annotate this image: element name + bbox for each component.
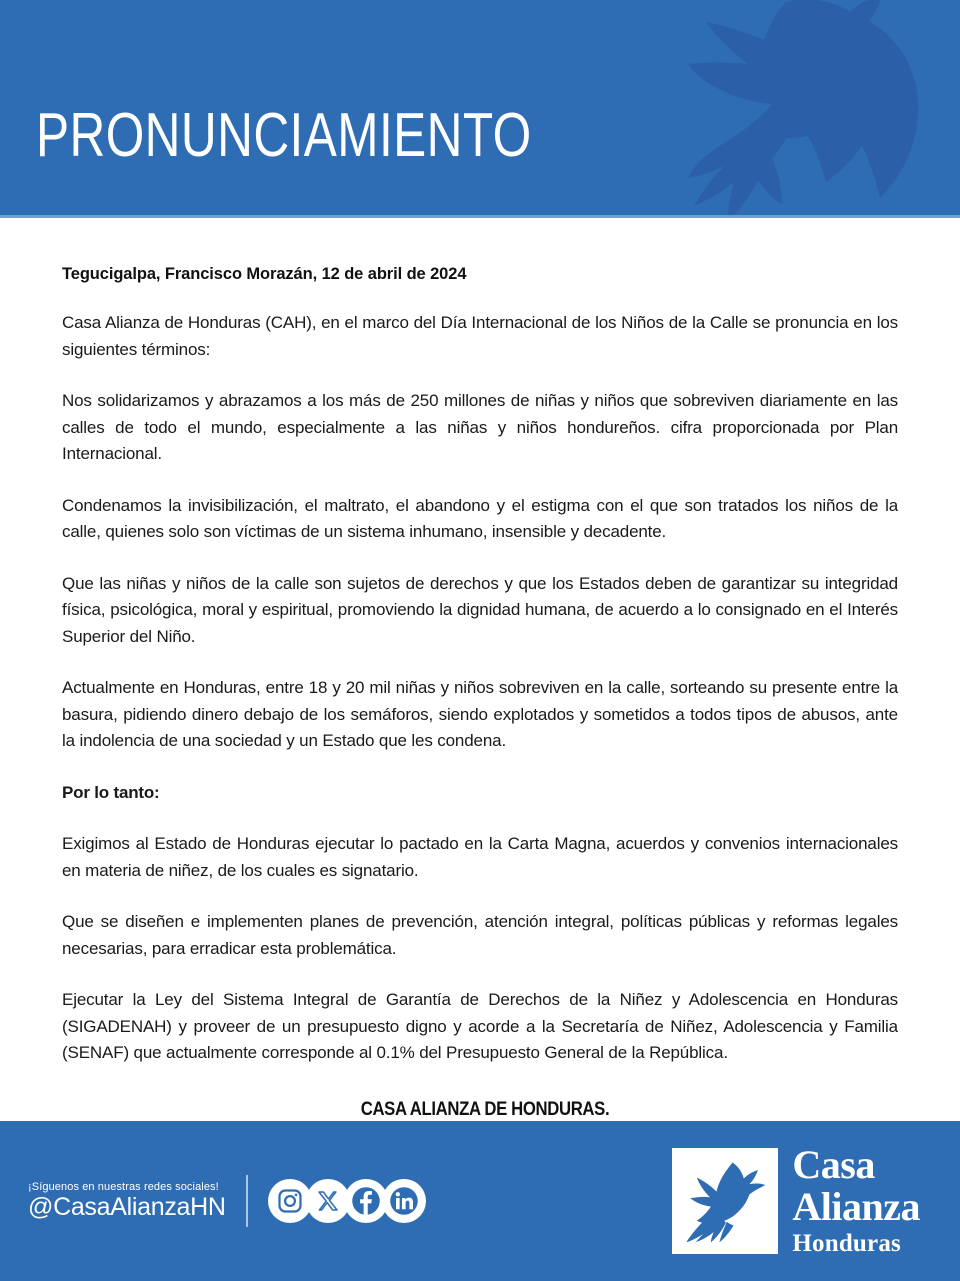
logo-line-casa: Casa	[792, 1142, 875, 1187]
dove-hand-watermark-icon	[636, 0, 960, 218]
footer-divider	[246, 1175, 248, 1227]
social-handle: @CasaAlianzaHN	[28, 1192, 226, 1221]
logo-wordmark	[792, 1142, 920, 1257]
paragraph-intro: Casa Alianza de Honduras (CAH), en el marco del Día Internacional de los Niños de la Calle se pronuncia en los siguientes términos:	[62, 313, 898, 359]
paragraph-condena: Condenamos la invisibilización, el maltrato, el abandono y el estigma con el que son tratados los niños de la calle, quienes solo son víctimas de un sistema inhumano, insensible y decadente.	[62, 495, 898, 541]
paragraph-derechos: Que las niñas y niños de la calle son sujetos de derechos y que los Estados deben de garantizar su integridad física, psicológica, moral y espiritual, promoviendo la dignidad humana, de acuerdo a lo consignado en el Interés Superior del Niño.	[62, 573, 898, 646]
dove-hand-logo-icon	[672, 1148, 778, 1254]
logo-line-alianza: Alianza	[792, 1184, 920, 1229]
paragraph-solidaridad: Nos solidarizamos y abrazamos a los más de 250 millones de niñas y niños que sobreviven diariamente en las calles de todo el mundo, especialmente a las niñas y niños hondureños. cifra proporcionada por Plan Internacional.	[62, 391, 898, 463]
paragraph-situacion: Actualmente en Honduras, entre 18 y 20 mil niñas y niños sobreviven en la calle, sorteando su presente entre la basura, pidiendo dinero debajo de los semáforos, siendo explotados y sometidos a todos tipos de abusos, ante la indolencia de una sociedad y un Estado que les condena.	[62, 678, 898, 750]
logo-line-honduras: Honduras	[792, 1230, 901, 1257]
header-bottom-rule	[0, 215, 960, 218]
page-title: PRONUNCIAMIENTO	[36, 101, 532, 170]
document-footer	[0, 1121, 960, 1281]
document-signature: CASA ALIANZA DE HONDURAS.	[360, 1098, 610, 1120]
social-icon-list	[268, 1179, 420, 1223]
casa-alianza-logo	[672, 1142, 920, 1257]
subheading-por-lo-tanto: Por lo tanto:	[62, 782, 160, 802]
document-header	[0, 0, 960, 218]
linkedin-icon[interactable]	[382, 1179, 426, 1223]
social-text-block	[28, 1181, 244, 1221]
document-body	[0, 218, 960, 1121]
dateline: Tegucigalpa, Francisco Morazán, 12 de abril de 2024	[62, 264, 467, 283]
paragraph-exigimos: Exigimos al Estado de Honduras ejecutar lo pactado en la Carta Magna, acuerdos y convenios internacionales en materia de niñez, de los cuales es signatario.	[62, 834, 898, 880]
paragraph-planes: Que se diseñen e implementen planes de prevención, atención integral, políticas públicas y reformas legales necesarias, para erradicar esta problemática.	[62, 912, 898, 958]
social-block	[28, 1175, 420, 1227]
paragraph-sigadenah: Ejecutar la Ley del Sistema Integral de Garantía de Derechos de la Niñez y Adolescencia en Honduras (SIGADENAH) y proveer de un presupuesto digno y acorde a la Secretaría de Niñez, Adolescencia y Familia (SENAF) que actualmente corresponde al 0.1% del Presupuesto General de la República.	[62, 990, 898, 1062]
social-tagline: ¡Síguenos en nuestras redes sociales!	[28, 1180, 219, 1193]
